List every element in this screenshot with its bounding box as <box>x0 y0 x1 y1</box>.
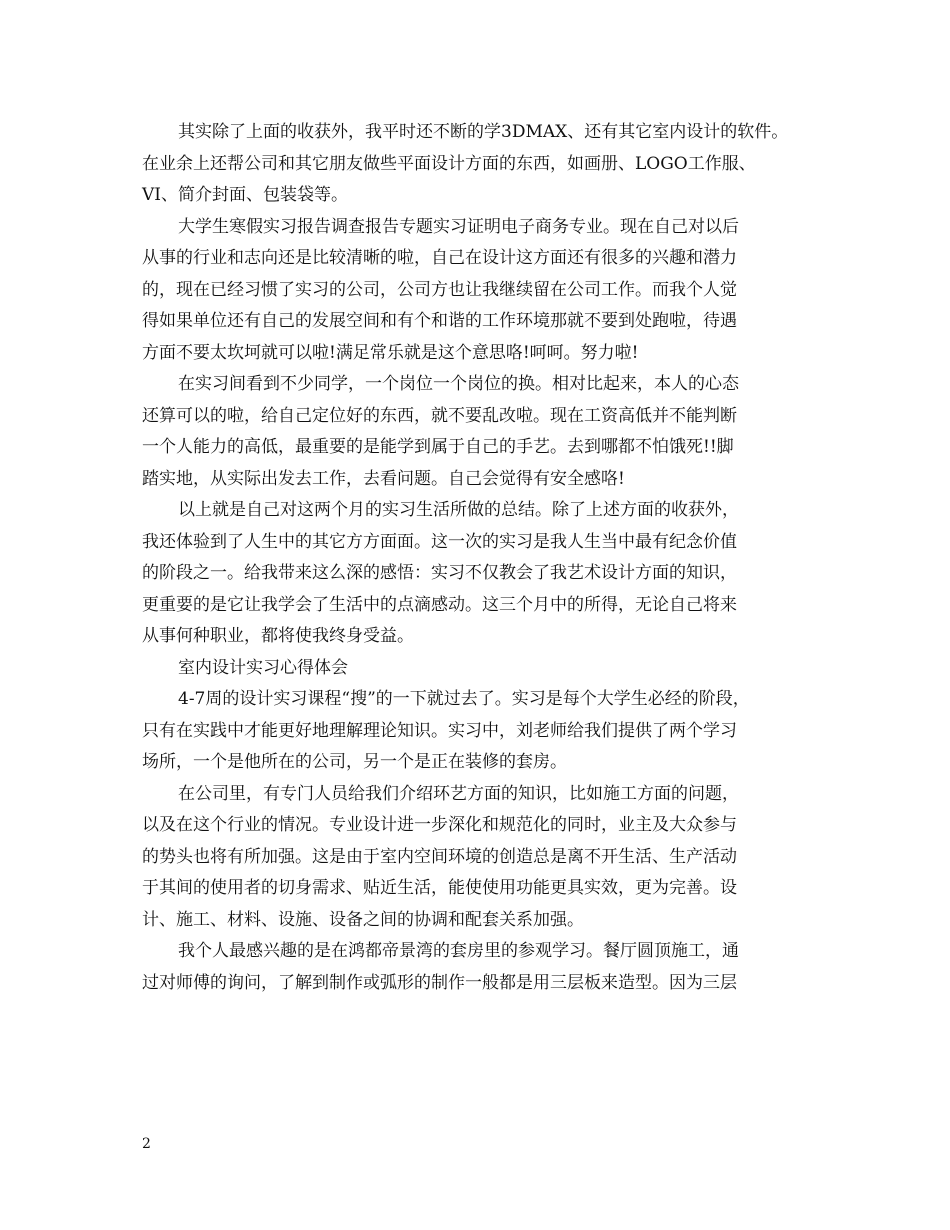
paragraph-line: 4-7周的设计实习课程“搜”的一下就过去了。实习是每个大学生必经的阶段， <box>178 689 750 709</box>
paragraph-line: 于其间的使用者的切身需求、贴近生活，能使使用功能更具实效，更为完善。设 <box>142 878 737 898</box>
paragraph-line: 的，现在已经习惯了实习的公司，公司方也让我继续留在公司工作。而我个人觉 <box>142 279 737 300</box>
paragraph-line: 从事何种职业，都将使我终身受益。 <box>142 626 414 646</box>
paragraph-line: 在公司里，有专门人员给我们介绍环艺方面的知识，比如施工方面的问题， <box>178 783 739 804</box>
paragraph-line: 踏实地，从实际出发去工作，去看问题。自己会觉得有安全感咯! <box>142 468 625 489</box>
paragraph-line: VI、简介封面、包装袋等。 <box>142 185 348 205</box>
paragraph-line: 在实习间看到不少同学，一个岗位一个岗位的换。相对比起来，本人的心态 <box>178 374 739 394</box>
paragraph-line: 的阶段之一。给我带来这么深的感悟：实习不仅教会了我艺术设计方面的知识， <box>142 563 737 583</box>
paragraph-line: 在业余上还帮公司和其它朋友做些平面设计方面的东西，如画册、LOGO工作服、 <box>142 153 756 174</box>
paragraph-line: 其实除了上面的收获外，我平时还不断的学3DMAX、还有其它室内设计的软件。 <box>178 122 789 142</box>
paragraph-line: 一个人能力的高低，最重要的是能学到属于自己的手艺。去到哪都不怕饿死!!脚 <box>142 437 734 457</box>
paragraph-line: 计、施工、材料、设施、设备之间的协调和配套关系加强。 <box>142 909 584 930</box>
section-heading: 室内设计实习心得体会 <box>178 657 348 678</box>
paragraph-line: 我个人最感兴趣的是在鸿都帝景湾的套房里的参观学习。餐厅圆顶施工，通 <box>178 941 739 961</box>
paragraph-line: 只有在实践中才能更好地理解理论知识。实习中，刘老师给我们提供了两个学习 <box>142 720 737 741</box>
paragraph-line: 我还体验到了人生中的其它方方面面。这一次的实习是我人生当中最有纪念价值 <box>142 531 737 552</box>
paragraph-line: 场所，一个是他所在的公司，另一个是正在装修的套房。 <box>142 752 567 772</box>
page-number: 2 <box>142 1136 151 1152</box>
paragraph-line: 过对师傅的询问，了解到制作或弧形的制作一般都是用三层板来造型。因为三层 <box>142 972 737 993</box>
paragraph-line: 方面不要太坎坷就可以啦!满足常乐就是这个意思咯!呵呵。努力啦! <box>142 342 639 363</box>
paragraph-line: 大学生寒假实习报告调查报告专题实习证明电子商务专业。现在自己对以后 <box>178 216 739 237</box>
paragraph-line: 的势头也将有所加强。这是由于室内空间环境的创造总是离不开生活、生产活动 <box>142 846 737 867</box>
paragraph-line: 得如果单位还有自己的发展空间和有个和谐的工作环境那就不要到处跑啦，待遇 <box>142 311 737 331</box>
paragraph-line: 更重要的是它让我学会了生活中的点滴感动。这三个月中的所得，无论自己将来 <box>142 594 737 615</box>
paragraph-line: 从事的行业和志向还是比较清晰的啦，自己在设计这方面还有很多的兴趣和潜力 <box>142 248 737 268</box>
paragraph-line: 以上就是自己对这两个月的实习生活所做的总结。除了上述方面的收获外， <box>178 500 739 520</box>
paragraph-line: 还算可以的啦，给自己定位好的东西，就不要乱改啦。现在工资高低并不能判断 <box>142 405 737 426</box>
paragraph-line: 以及在这个行业的情况。专业设计进一步深化和规范化的同时，业主及大众参与 <box>142 815 737 835</box>
body-text <box>142 117 832 999</box>
